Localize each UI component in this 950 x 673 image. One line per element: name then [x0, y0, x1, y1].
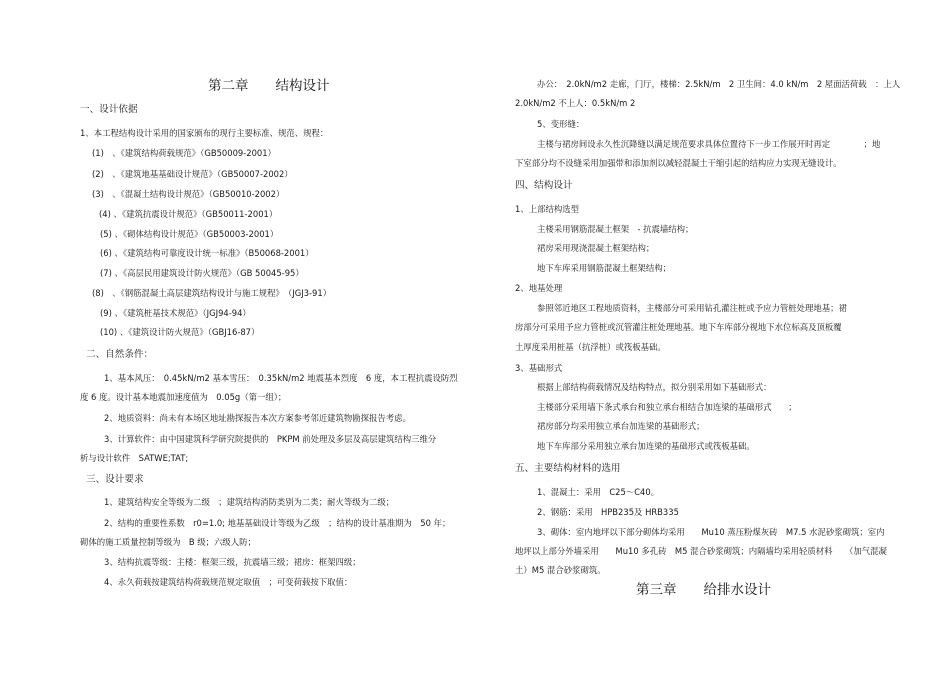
design-basis-intro: 1、本工程结构设计采用的国家颁布的现行主要标准、规范、规程：	[80, 128, 329, 138]
foundation-type-line: 地下车库部分采用独立承台加连梁的基础形式或筏板基础。	[537, 441, 755, 451]
code-item: (10) 、《建筑设计防火规范》（GBJ16-87）	[100, 327, 260, 337]
foundation-treatment-heading: 2、地基处理	[515, 283, 563, 293]
code-item: (4) 、《建筑抗震设计规范》（GB50011-2001）	[99, 209, 278, 219]
superstructure-line: 地下车库采用钢筋混凝土框架结构；	[537, 263, 671, 273]
section-natural-conditions-heading: 二、自然条件：	[86, 349, 154, 360]
natural-conditions-line: 析与设计软件 SATWE;TAT;	[80, 453, 189, 463]
foundation-treatment-line: 房部分可采用予应力管桩或沉管灌注桩处理地基。地下车库部分视地下水位标高及顶板覆	[515, 322, 842, 332]
foundation-treatment-line: 参照邻近地区工程地质资料，主楼部分可采用钻孔灌注桩或予应力管桩处理地基；裙	[537, 303, 847, 313]
section-design-basis-heading: 一、设计依据	[80, 104, 138, 115]
foundation-treatment-line: 土厚度采用桩基（抗浮桩）或筏板基础。	[515, 342, 666, 352]
superstructure-line: 裙房采用现浇混凝土框架结构；	[537, 243, 655, 253]
design-requirements-line: 3、结构抗震等级：主楼：框架三级，抗震墙三级；裙房：框架四级；	[104, 557, 361, 567]
section-materials-heading: 五、主要结构材料的选用	[515, 463, 621, 474]
section-design-requirements-heading: 三、设计要求	[86, 474, 144, 485]
code-item: (3) 、《混凝土结构设计规范》（GB50010-2002）	[92, 189, 285, 199]
code-item: (5) 、《砌体结构设计规范》（GB50003-2001）	[100, 229, 279, 239]
section-structural-design-heading: 四、结构设计	[515, 180, 573, 191]
design-requirements-line: 1、建筑结构安全等级为二级 ；建筑结构消防类别为二类；耐火等级为二级；	[104, 497, 395, 507]
natural-conditions-line: 3、计算软件：由中国建筑科学研究院提供的 PKPM 前处理及多层及高层建筑结构三维分	[104, 434, 437, 444]
foundation-type-heading: 3、基础形式	[515, 363, 563, 373]
design-requirements-line: 砌体的施工质量控制等级为 B 级；六级人防；	[80, 537, 256, 547]
deformation-joint-heading: 5、变形缝：	[537, 119, 585, 129]
materials-line: 地坪以上部分外墙采用 Mu10 多孔砖 M5 混合砂浆砌筑；内隔墙均采用轻质材料 （加气混凝	[515, 546, 887, 556]
deformation-joint-line: 下室部分均不设缝采用加强带和添加剂以减轻混凝土干缩引起的结构应力实现无缝设计。	[515, 158, 842, 168]
foundation-type-line: 主楼部分采用墙下条式承台和独立承台相结合加连梁的基础形式 ；	[537, 402, 797, 412]
materials-line: 1、混凝土：采用 C25～C40。	[537, 487, 660, 497]
design-requirements-line: 4、永久荷载按建筑结构荷载规范规定取值 ；可变荷载按下取值：	[104, 577, 353, 587]
materials-line: 2、钢筋：采用 HPB235及 HRB335	[537, 507, 679, 517]
live-load-line: 2.0kN/m2 不上人：0.5kN/m 2	[515, 98, 636, 108]
materials-line: 土）M5 混合砂浆砌筑。	[515, 565, 606, 575]
natural-conditions-line: 度 6 度。设计基本地震加速度值为 0.05g（第一组）；	[80, 392, 287, 402]
chapter-2-title: 第二章 结构设计	[208, 78, 330, 94]
code-item: (6) 、《建筑结构可靠度设计统一标准》（B50068-2001）	[100, 248, 314, 258]
foundation-type-line: 裙房部分均采用独立承台加连梁的基础形式；	[537, 421, 705, 431]
live-load-line: 办公： 2.0kN/m2 走廊，门厅，楼梯：2.5kN/m 2 卫生间：4.0 kN/m 2 屋面活荷载 ：上人	[537, 79, 901, 89]
superstructure-line: 主楼采用钢筋混凝土框架 - 抗震墙结构；	[537, 224, 694, 234]
natural-conditions-line: 1、基本风压： 0.45kN/m2 基本雪压： 0.35kN/m2 地震基本烈度 6 度，本工程抗震设防烈	[104, 373, 458, 383]
code-item: (1) 、《建筑结构荷载规范》（GB50009-2001）	[92, 148, 276, 158]
foundation-type-line: 根据上部结构荷载情况及结构特点，拟分别采用如下基础形式：	[537, 382, 772, 392]
natural-conditions-line: 2、地质资料：尚未有本场区地址勘探报告本次方案参考邻近建筑物勘探报告考虑。	[104, 413, 411, 423]
chapter-3-title: 第三章 给排水设计	[636, 582, 771, 598]
design-requirements-line: 2、结构的重要性系数 r0=1.0; 地基基础设计等级为乙级 ；结构的设计基准期为 50 年；	[104, 518, 451, 528]
code-item: (8) 、《钢筋混凝土高层建筑结构设计与施工规程》 （JGJ3-91）	[92, 288, 332, 298]
code-item: (2) 、《建筑地基基础设计规范》（GB50007-2002）	[92, 169, 293, 179]
superstructure-heading: 1、上部结构选型	[515, 204, 579, 214]
materials-line: 3、砌体：室内地坪以下部分砌体均采用 Mu10 蒸压粉煤灰砖 M7.5 水泥砂浆砌筑；室内	[537, 527, 885, 537]
code-item: (9) 、《建筑桩基技术规范》（JGJ94-94）	[100, 308, 251, 318]
deformation-joint-line: 主楼与裙房间设永久性沉降缝以满足规范要求具体位置待下一步工作展开时再定 ；地	[537, 139, 881, 149]
code-item: (7) 、《高层民用建筑设计防火规范》（GB 50045-95）	[100, 268, 304, 278]
